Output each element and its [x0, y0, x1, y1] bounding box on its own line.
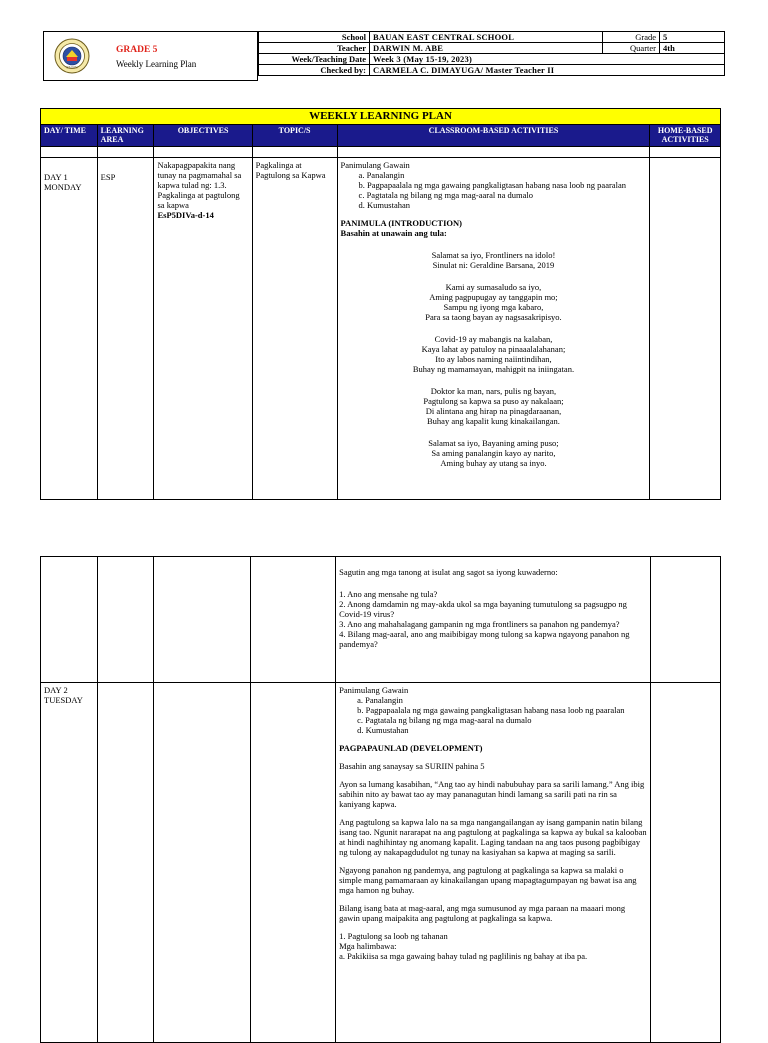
- intro-item: b. Pagpapaalala ng mga gawaing pangkaligtasan habang nasa loob ng paaralan: [358, 179, 626, 190]
- intro-item: b. Pagpapaalala ng mga gawaing pangkaligtasan habang nasa loob ng paaralan: [357, 705, 625, 716]
- objectives-text: Nakapagpapakita nang tunay na pagmamahal sa kapwa tulad ng: 1.3. Pagkalinga at pagtulong sa kapwa: [157, 159, 242, 210]
- poem-author: Sinulat ni: Geraldine Barsana, 2019: [432, 259, 555, 270]
- poem-line: Ito ay labos naming naiintindihan,: [435, 354, 552, 365]
- grade-key: Grade: [603, 32, 660, 43]
- objectives-cell: [154, 157, 252, 499]
- intro-title: Panimulang Gawain: [339, 685, 409, 695]
- topic-cell-day2: [251, 683, 336, 1043]
- question-item: 1. Ano ang mensahe ng tula?: [339, 589, 438, 600]
- day2-cell: DAY 2 TUESDAY: [41, 683, 98, 1043]
- table-title: WEEKLY LEARNING PLAN: [41, 109, 721, 125]
- topic-cell: Pagkalinga at Pagtulong sa Kapwa: [252, 157, 337, 499]
- day1-cell: DAY 1 MONDAY: [41, 157, 98, 499]
- poem-line: Salamat sa iyo, Bayaning aming puso;: [428, 438, 559, 449]
- col-header-classroom: CLASSROOM-BASED ACTIVITIES: [337, 124, 650, 146]
- essay-paragraph: Ngayong panahon ng pandemya, ang pagtulong at pagkalinga sa kapwa sa malaki o simple mang pamamaraan ay kinakailangan upang mapagtagumpayan ng bawat isa ang mga hamon ng buhay.: [339, 865, 637, 896]
- objectives-cell-empty: [153, 557, 250, 683]
- day-cell-empty: [41, 557, 98, 683]
- topic-cell-empty: [251, 557, 336, 683]
- teacher-label: Teacher: [259, 43, 370, 54]
- intro-item: d. Kumustahan: [358, 199, 411, 210]
- objectives-cell-day2: [153, 683, 250, 1043]
- checked-label: Checked by:: [259, 65, 370, 76]
- questions-intro: Sagutin ang mga tanong at isulat ang sagot sa iyong kuwaderno:: [339, 567, 558, 577]
- week-label: Week/Teaching Date: [259, 54, 370, 65]
- poem: [341, 250, 647, 468]
- col-header-home: HOME-BASED ACTIVITIES: [650, 124, 721, 146]
- essay-paragraph: Bilang isang bata at mag-aaral, ang mga sumusunod ay mga paraan na maaari mong gawin upang maipakita ang pagtulong at pagkalinga sa kapwa.: [339, 903, 626, 924]
- instruction-text: Basahin at unawain ang tula:: [340, 227, 447, 238]
- school-value: BAUAN EAST CENTRAL SCHOOL: [370, 32, 603, 43]
- poem-line: Aming buhay ay utang sa inyo.: [440, 458, 547, 469]
- questions-cell: [336, 557, 651, 683]
- quarter-key: Quarter: [603, 43, 660, 54]
- poem-line: Aming pagpupugay ay tanggapin mo;: [429, 292, 558, 302]
- checked-value: CARMELA C. DIMAYUGA/ Master Teacher II: [370, 65, 725, 76]
- poem-line: Kaya lahat ay patuloy na pinaaalalahanan;: [421, 344, 566, 355]
- list-sub: Mga halimbawa:: [339, 941, 397, 952]
- col-header-day: DAY/ TIME: [41, 124, 98, 146]
- grade-heading: GRADE 5: [116, 45, 158, 55]
- plan-heading: Weekly Learning Plan: [116, 59, 197, 69]
- school-label: School: [259, 32, 370, 43]
- poem-line: Sa aming panalangin kayo ay narito,: [431, 448, 556, 459]
- essay-paragraph: Ang pagtulong sa kapwa lalo na sa mga nangangailangan ay isang gampanin natin bilang isang tao. Ngunit nararapat na ang pagtulong at pagkalinga sa kapwa ay bukal sa kalooban at hindi naghihintay ng anomang kapalit. Laging tandaan na ang taos pusong pagbibigay ng tulong ay nakapagdudulot ng tunay na kasiyahan sa kapwa at maging sa sarili.: [339, 817, 647, 858]
- read-instruction: Basahin ang sanaysay sa SURIIN pahina 5: [339, 761, 485, 772]
- area-cell-empty: [97, 557, 153, 683]
- poem-line: Covid-19 ay mabangis na kalaban,: [434, 334, 553, 345]
- section-heading: PAGPAPAUNLAD (DEVELOPMENT): [339, 743, 483, 754]
- classroom-activities-day1: [337, 157, 650, 499]
- col-header-area: LEARNING AREA: [97, 124, 154, 146]
- school-seal-icon: [54, 38, 90, 74]
- weekly-plan-table-page1: [40, 108, 721, 500]
- seal-text: BAUAN: [66, 65, 78, 70]
- poem-line: Para sa taong bayan ay nagsasakripisyo.: [425, 312, 562, 323]
- question-item: 3. Ano ang mahahalagang gampanin ng mga frontliners sa panahon ng pandemya?: [339, 619, 620, 630]
- intro-item: d. Kumustahan: [357, 725, 409, 736]
- essay-paragraph: Ayon sa lumang kasabihan, “Ang tao ay hindi nabubuhay para sa sarili lamang.” Ang ibig sabihin nito ay bawat tao ay may pananagutan hindi lamang sa sarili pati na rin sa kaniyang kapwa.: [339, 779, 645, 810]
- poem-line: Doktor ka man, nars, pulis ng bayan,: [430, 386, 557, 397]
- classroom-activities-day2: [336, 683, 651, 1043]
- intro-item: a. Panalangin: [358, 169, 405, 180]
- question-item: 2. Anong damdamin ng may-akda ukol sa mga bayaning tumutulong sa pagsugpo ng Covid-19 virus?: [339, 599, 627, 620]
- home-cell-empty: [651, 557, 721, 683]
- list-item: a. Pakikiisa sa mga gawaing bahay tulad ng paglilinis ng bahay at iba pa.: [339, 951, 588, 962]
- intro-item: c. Pagtatala ng bilang ng mga mag-aaral na dumalo: [358, 189, 533, 200]
- poem-line: Sampu ng iyong mga kabaro,: [443, 302, 544, 313]
- teacher-value: DARWIN M. ABE: [370, 43, 603, 54]
- objective-code: EsP5DIVa-d-14: [157, 209, 214, 220]
- question-item: 4. Bilang mag-aaral, ano ang maibibigay mong tulong sa kapwa ngayong panahon ng pandemya?: [339, 629, 630, 650]
- intro-item: a. Panalangin: [357, 695, 403, 706]
- list-title: 1. Pagtulong sa loob ng tahanan: [339, 931, 448, 942]
- poem-line: Buhay ng mamamayan, mahigpit na iniingatan.: [412, 364, 575, 375]
- section-heading: PANIMULA (INTRODUCTION): [340, 217, 462, 228]
- poem-line: Pagtulong sa kapwa sa puso ay nakalaan;: [423, 396, 564, 407]
- area-cell: ESP: [97, 157, 154, 499]
- quarter-value: 4th: [660, 43, 725, 54]
- intro-title: Panimulang Gawain: [340, 159, 410, 170]
- home-activities-day2: [651, 683, 721, 1043]
- header-logo-box: [43, 31, 258, 81]
- poem-line: Di alintana ang hirap na pinagdaraanan,: [425, 406, 562, 417]
- weekly-plan-table-page2: [40, 556, 721, 1043]
- poem-line: Kami ay sumasaludo sa iyo,: [445, 281, 542, 292]
- header-info-table: [258, 31, 725, 76]
- poem-line: Buhay ang kapalit kung kinakailangan.: [427, 416, 560, 427]
- poem-title: Salamat sa iyo, Frontliners na idolo!: [431, 249, 556, 260]
- col-header-objectives: OBJECTIVES: [154, 124, 252, 146]
- home-activities-day1: [650, 157, 721, 499]
- intro-item: c. Pagtatala ng bilang ng mga mag-aaral na dumalo: [357, 715, 532, 726]
- week-value: Week 3 (May 15-19, 2023): [370, 54, 725, 65]
- area-cell-day2: [97, 683, 153, 1043]
- grade-value: 5: [660, 32, 725, 43]
- col-header-topics: TOPIC/S: [252, 124, 337, 146]
